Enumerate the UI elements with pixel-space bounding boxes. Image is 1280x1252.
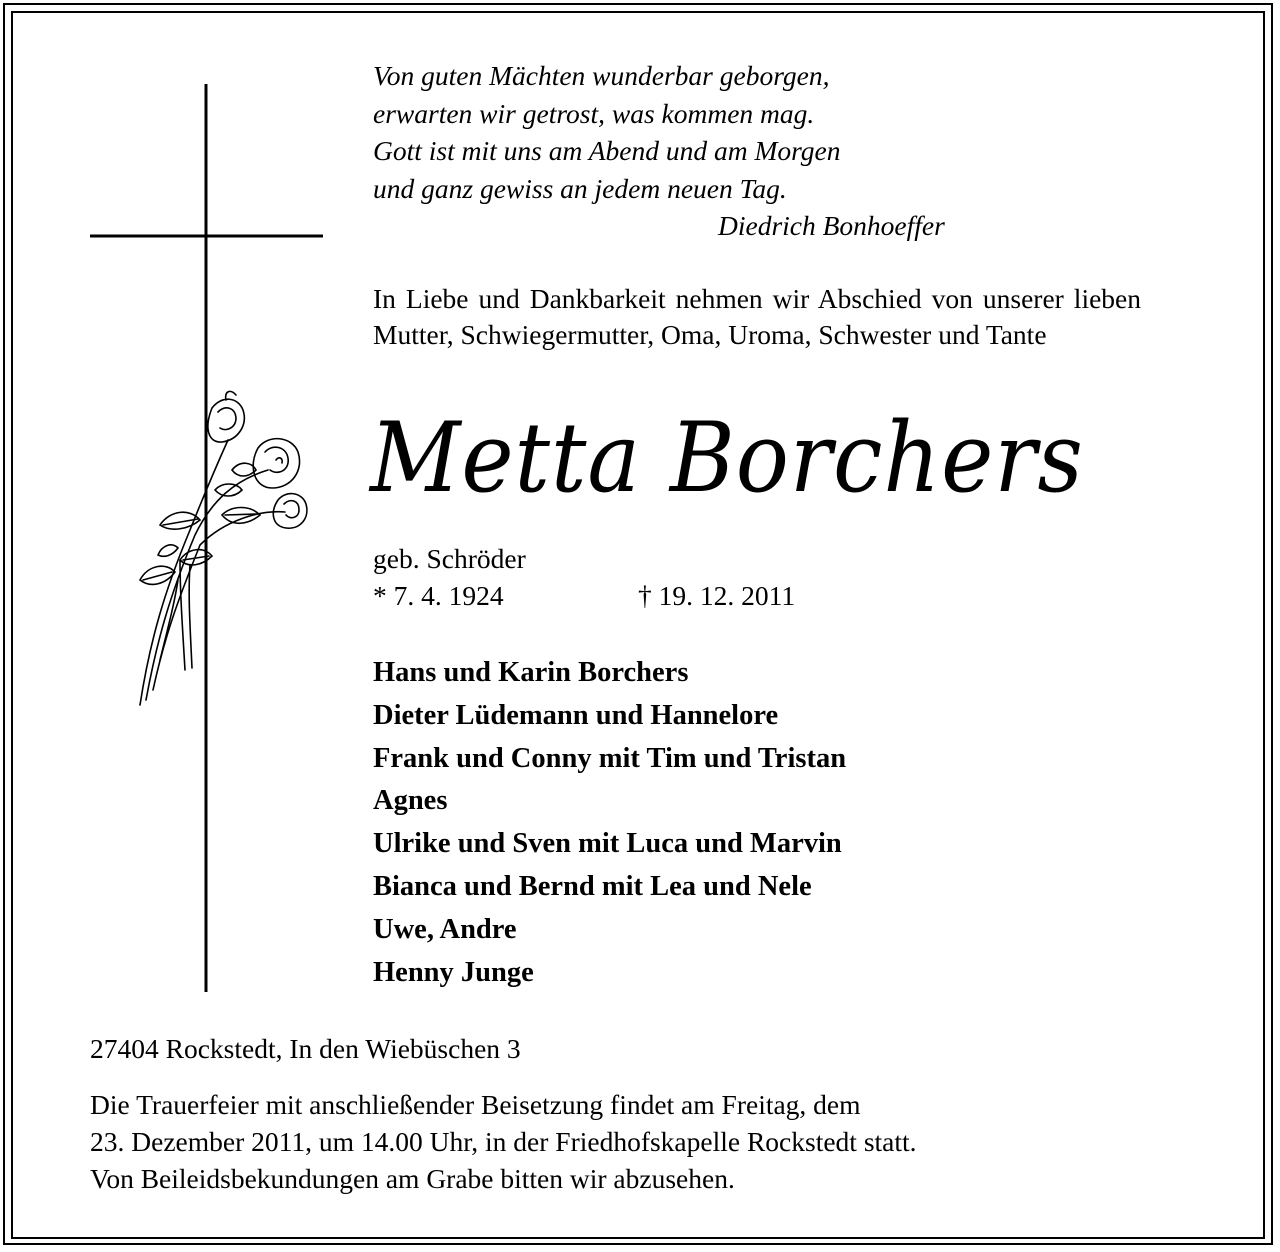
intro-text: In Liebe und Dankbarkeit nehmen wir Abschied von unserer lieben Mutter, Schwiegermutter, Oma, Uroma, Schwester und Tante xyxy=(373,283,1141,350)
funeral-info xyxy=(90,1086,917,1197)
birth-date: * 7. 4. 1924 xyxy=(373,580,504,611)
mourner: Henny Junge xyxy=(373,956,534,988)
mourner: Uwe, Andre xyxy=(373,913,517,945)
poem-line: Gott ist mit uns am Abend und am Morgen xyxy=(373,135,841,166)
poem-author: Diedrich Bonhoeffer xyxy=(718,210,945,241)
address: 27404 Rockstedt, In den Wiebüschen 3 xyxy=(90,1033,521,1064)
mourner: Dieter Lüdemann und Hannelore xyxy=(373,699,779,731)
mourners-list xyxy=(373,652,846,994)
dates-row xyxy=(373,577,796,614)
maiden-name: geb. Schröder xyxy=(373,543,526,574)
mourner: Bianca und Bernd mit Lea und Nele xyxy=(373,870,812,902)
poem-line: und ganz gewiss an jedem neuen Tag. xyxy=(373,172,787,204)
roses-icon xyxy=(140,391,307,705)
funeral-line: 23. Dezember 2011, um 14.00 Uhr, in der Friedhofskapelle Rockstedt statt. xyxy=(90,1126,917,1157)
mourner: Hans und Karin Borchers xyxy=(373,657,689,688)
mourner: Agnes xyxy=(373,785,448,817)
life-dates xyxy=(373,540,796,614)
poem-line: Von guten Mächten wunderbar geborgen, xyxy=(373,60,830,91)
mourner: Ulrike und Sven mit Luca und Marvin xyxy=(373,828,842,860)
poem-line: erwarten wir getrost, was kommen mag. xyxy=(373,97,815,129)
funeral-line: Von Beileidsbekundungen am Grabe bitten wir abzusehen. xyxy=(90,1163,735,1194)
funeral-line: Die Trauerfeier mit anschließender Beisetzung findet am Freitag, dem xyxy=(90,1089,861,1120)
death-date: † 19. 12. 2011 xyxy=(638,580,796,611)
deceased-name: Metta Borchers xyxy=(370,402,1084,514)
mourner: Frank und Conny mit Tim und Tristan xyxy=(373,742,847,774)
poem xyxy=(373,57,993,245)
